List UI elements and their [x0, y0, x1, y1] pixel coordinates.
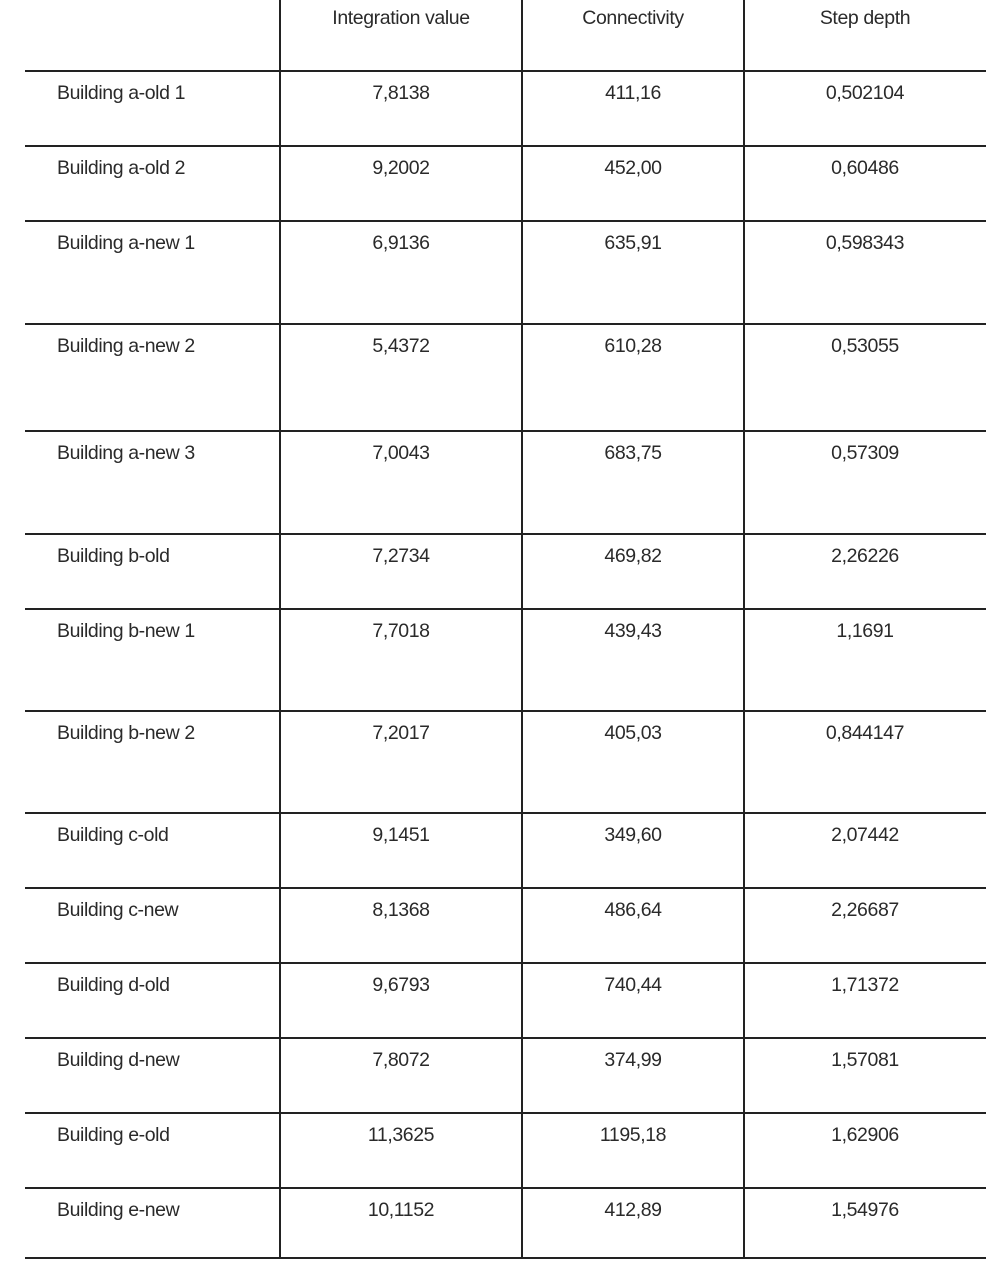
- table-cell-connectivity: 610,28: [604, 335, 662, 357]
- table-cell-integration: 9,2002: [372, 157, 430, 179]
- table-cell-step-depth: 0,60486: [831, 157, 899, 179]
- row-label: Building a-old 1: [57, 82, 186, 104]
- table-cell-integration: 7,7018: [372, 620, 430, 642]
- table-cell-integration: 9,6793: [372, 974, 430, 996]
- row-divider: [25, 323, 986, 325]
- table-cell-step-depth: 2,26687: [831, 899, 899, 921]
- table-cell-integration: 7,2734: [372, 545, 430, 567]
- table-cell-integration: 7,0043: [372, 442, 430, 464]
- table-cell-step-depth: 0,53055: [831, 335, 899, 357]
- row-divider: [25, 1112, 986, 1114]
- row-divider: [25, 812, 986, 814]
- row-label: Building a-new 1: [57, 232, 195, 254]
- table-cell-connectivity: 683,75: [604, 442, 662, 464]
- table-cell-step-depth: 1,57081: [831, 1049, 899, 1071]
- table-cell-connectivity: 1195,18: [599, 1124, 667, 1146]
- row-divider: [25, 608, 986, 610]
- row-label: Building c-new: [57, 899, 179, 921]
- table-cell-step-depth: 0,844147: [825, 722, 905, 744]
- row-label: Building e-old: [57, 1124, 170, 1146]
- table-cell-integration: 5,4372: [372, 335, 430, 357]
- row-divider: [25, 1037, 986, 1039]
- table-cell-integration: 10,1152: [367, 1199, 435, 1221]
- row-divider: [25, 962, 986, 964]
- table-cell-step-depth: 2,07442: [831, 824, 899, 846]
- table-cell-integration: 7,8138: [372, 82, 430, 104]
- row-label: Building d-new: [57, 1049, 180, 1071]
- row-divider: [25, 887, 986, 889]
- table-cell-step-depth: 1,62906: [831, 1124, 899, 1146]
- row-divider: [25, 1187, 986, 1189]
- row-label: Building b-new 1: [57, 620, 195, 642]
- table-cell-integration: 7,8072: [372, 1049, 430, 1071]
- table-cell-integration: 6,9136: [372, 232, 430, 254]
- row-divider: [25, 145, 986, 147]
- table-cell-step-depth: 0,57309: [831, 442, 899, 464]
- row-label: Building a-new 3: [57, 442, 195, 464]
- row-label: Building b-old: [57, 545, 170, 567]
- table-cell-step-depth: 2,26226: [831, 545, 899, 567]
- table-cell-integration: 8,1368: [372, 899, 430, 921]
- table-cell-step-depth: 1,1691: [836, 620, 894, 642]
- table-cell-connectivity: 486,64: [604, 899, 662, 921]
- header-connectivity: Connectivity: [582, 7, 684, 29]
- header-integration-value: Integration value: [332, 7, 470, 29]
- table-cell-connectivity: 635,91: [604, 232, 662, 254]
- table-cell-step-depth: 1,54976: [831, 1199, 899, 1221]
- row-label: Building d-old: [57, 974, 170, 996]
- table-cell-integration: 7,2017: [372, 722, 430, 744]
- table-cell-integration: 11,3625: [367, 1124, 435, 1146]
- table-cell-connectivity: 439,43: [604, 620, 662, 642]
- row-label: Building a-old 2: [57, 157, 186, 179]
- row-label: Building e-new: [57, 1199, 180, 1221]
- row-label: Building c-old: [57, 824, 169, 846]
- table-cell-integration: 9,1451: [372, 824, 430, 846]
- table-cell-connectivity: 412,89: [604, 1199, 662, 1221]
- table-cell-connectivity: 349,60: [604, 824, 662, 846]
- row-label: Building a-new 2: [57, 335, 195, 357]
- table-cell-connectivity: 405,03: [604, 722, 662, 744]
- row-divider: [25, 1257, 986, 1259]
- row-label: Building b-new 2: [57, 722, 195, 744]
- row-divider: [25, 220, 986, 222]
- table-cell-connectivity: 740,44: [604, 974, 662, 996]
- row-divider: [25, 70, 986, 72]
- table-cell-connectivity: 374,99: [604, 1049, 662, 1071]
- header-step-depth: Step depth: [819, 7, 911, 29]
- table-cell-connectivity: 411,16: [605, 82, 661, 104]
- table-cell-step-depth: 1,71372: [831, 974, 899, 996]
- row-divider: [25, 533, 986, 535]
- row-divider: [25, 430, 986, 432]
- table-cell-connectivity: 452,00: [604, 157, 662, 179]
- table-cell-connectivity: 469,82: [604, 545, 662, 567]
- table-cell-step-depth: 0,598343: [825, 232, 905, 254]
- table-cell-step-depth: 0,502104: [825, 82, 905, 104]
- row-divider: [25, 710, 986, 712]
